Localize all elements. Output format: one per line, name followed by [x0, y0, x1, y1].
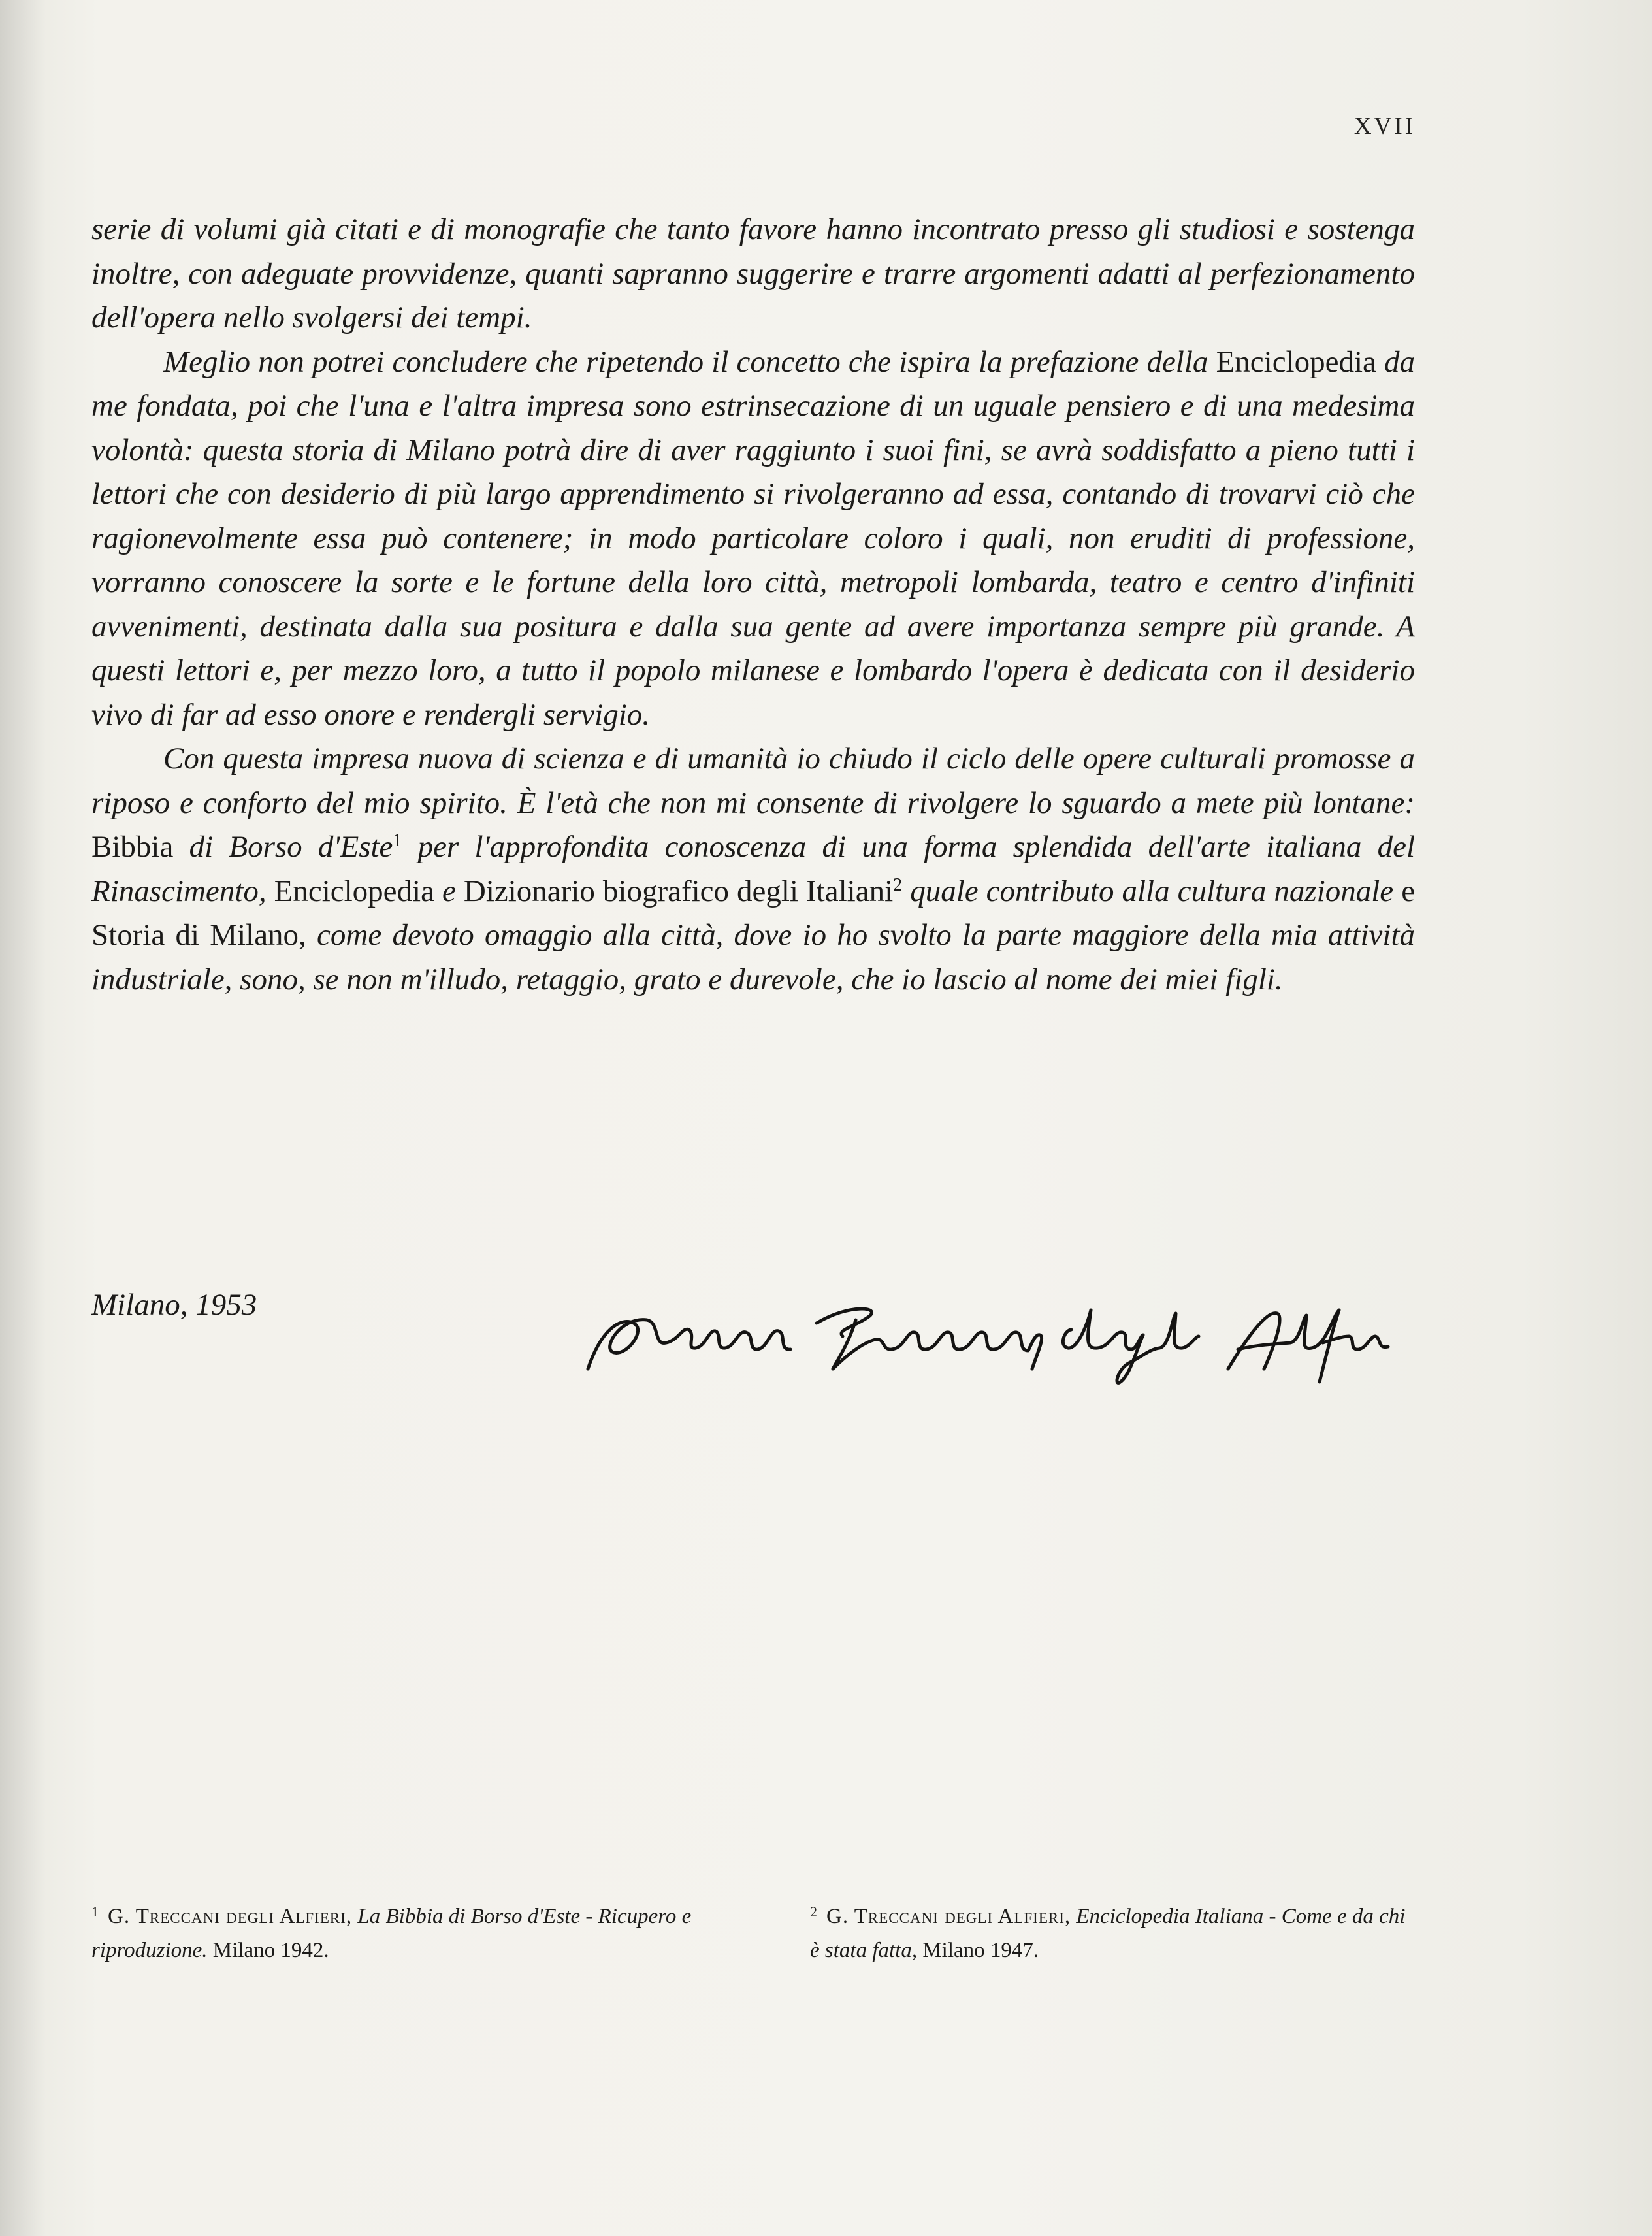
paragraph-3-c: quale contributo alla cultura nazionale [910, 874, 1394, 908]
footnotes [91, 1895, 1417, 1967]
footnote-author: G. Treccani degli Alfieri, [826, 1905, 1071, 1928]
di-word: di [189, 830, 214, 864]
footnote-1 [91, 1895, 738, 1967]
storia-term: Storia di Milano, [91, 918, 306, 952]
e-word-2: e [1401, 874, 1416, 908]
footnote-publication: Milano 1947. [922, 1939, 1039, 1962]
footnote-ref-1: 1 [393, 830, 402, 851]
signature [575, 1291, 1398, 1389]
place-date: Milano, 1953 [91, 1288, 257, 1322]
footnote-number: 1 [91, 1903, 99, 1920]
paragraph-3-d: come devoto omaggio alla città, dove io ho svolto la parte maggiore della mia attività industriale, sono, se non m'illudo, retaggio, grato e durevole, che io lascio al nome dei miei figli. [91, 918, 1415, 996]
spine-shadow [0, 0, 46, 2236]
footnote-ref-2: 2 [893, 874, 903, 895]
paragraph-3 [91, 737, 1415, 1002]
dizionario-term: Dizionario biografico degli Italiani [463, 874, 894, 908]
paragraph-3-b: per l'approfondita conoscenza di una forma splendida dell'arte italiana del Rinascimento, [91, 830, 1416, 908]
e-word-1: e [442, 874, 456, 908]
footnote-title: La Bibbia di Borso d'Este - Ricupero e riproduzione. [91, 1905, 692, 1962]
main-text [91, 208, 1415, 1002]
footnote-publication: Milano 1942. [212, 1939, 329, 1962]
enciclopedia-term-2: Enciclopedia [274, 874, 434, 908]
page-number: XVII [1353, 113, 1416, 140]
paragraph-2 [91, 340, 1415, 738]
footnote-number: 2 [810, 1903, 817, 1920]
enciclopedia-term: Enciclopedia [1216, 344, 1376, 379]
footnote-title: Enciclopedia Italiana - Come e da chi è stata fatta, [810, 1905, 1406, 1962]
bibbia-term: Bibbia [91, 830, 174, 864]
paragraph-3-a: Con questa impresa nuova di scienza e di umanità io chiudo il ciclo delle opere culturali promosse a riposo e conforto del mio spirito. È l'età che non mi consente di rivolgere lo sguardo a mete più lontane: [91, 742, 1415, 820]
footnote-2 [810, 1895, 1417, 1967]
paragraph-1: serie di volumi già citati e di monografie che tanto favore hanno incontrato presso gli studiosi e sostenga inoltre, con adeguate provvidenze, quanti sapranno suggerire e trarre argomenti adatti al perfezionamento dell'opera nello svolgersi dei tempi. [91, 212, 1415, 335]
signature-graphic [575, 1291, 1398, 1389]
paragraph-2-start: Meglio non potrei concludere che ripetendo il concetto che ispira la prefazione della [163, 344, 1208, 379]
borso-term: Borso d'Este [229, 830, 393, 864]
footnote-author: G. Treccani degli Alfieri, [108, 1905, 353, 1928]
paragraph-2-rest: da me fondata, poi che l'una e l'altra impresa sono estrinsecazione di un uguale pensiero e di una medesima volontà: questa storia di Milano potrà dire di aver raggiunto i suoi fini, se avrà soddisfatto a pieno tutti i lettori che con desiderio di più largo apprendimento si rivolgeranno ad essa, contando di trovarvi ciò che ragionevolmente essa può contenere; in modo particolare coloro i quali, non eruditi di professione, vorranno conoscere la sorte e le fortune della loro città, metropoli lombarda, teatro e centro d'infiniti avvenimenti, destinata dalla sua positura e dalla sua gente ad avere importanza sempre più grande. A questi lettori e, per mezzo loro, a tutto il popolo milanese e lombardo l'opera è dedicata con il desiderio vivo di far ad esso onore e rendergli servigio. [91, 344, 1416, 732]
